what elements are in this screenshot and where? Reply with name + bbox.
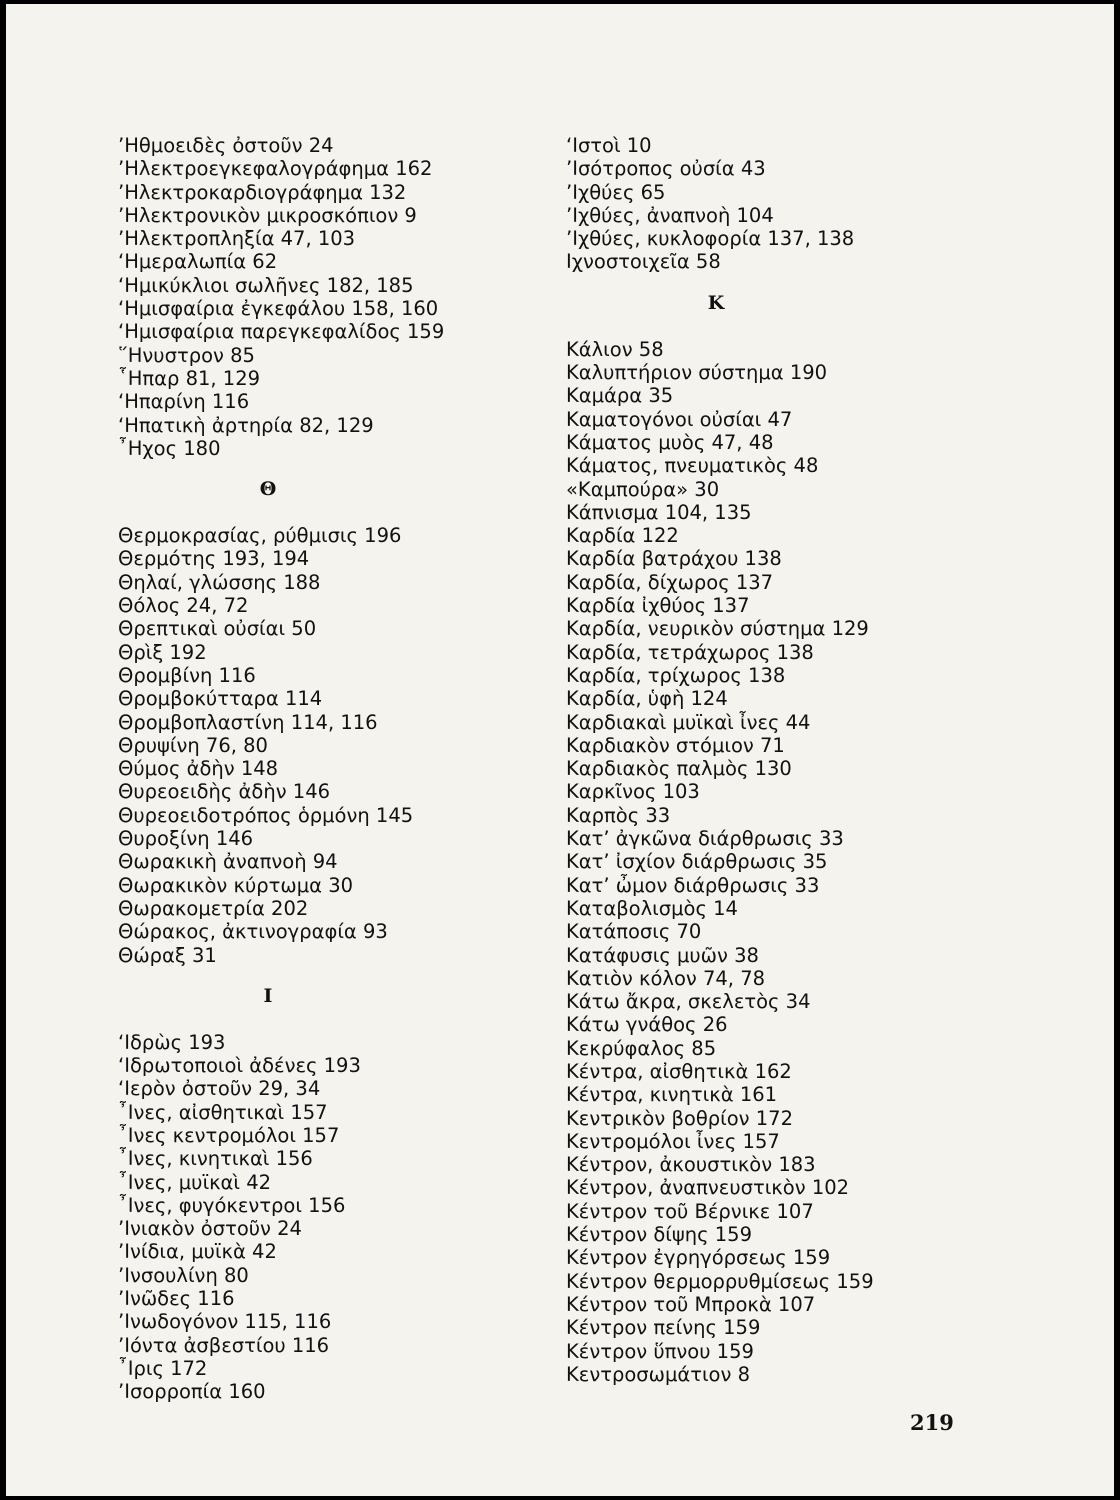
index-entry: Κέντρον δίψης 159: [566, 1223, 752, 1247]
index-entry: Θόλος 24, 72: [118, 594, 249, 618]
index-entry: Καματογόνοι οὐσίαι 47: [566, 407, 793, 431]
index-entry: Καρδία βατράχου 138: [566, 547, 782, 571]
index-entry: Κέντρον ἐγρηγόρσεως 159: [566, 1246, 831, 1270]
index-entry: Κέντρον ὕπνου 159: [566, 1339, 754, 1363]
index-entry: Κάπνισμα 104, 135: [566, 500, 752, 524]
index-entry: Καλυπτήριον σύστημα 190: [566, 361, 828, 385]
index-entry: Θωρακομετρία 202: [118, 896, 309, 920]
page-number: 219: [910, 1410, 954, 1435]
index-entry: Καρδία, νευρικὸν σύστημα 129: [566, 617, 869, 641]
index-entry: Καρδία ἰχθύος 137: [566, 594, 750, 618]
section-letter-iota: Ι: [263, 984, 273, 1007]
index-entry: Θωρακικὸν κύρτωμα 30: [118, 873, 354, 897]
index-entry: Θρεπτικαὶ οὐσίαι 50: [118, 617, 317, 641]
index-entry: Κέντρα, αἰσθητικὰ 162: [566, 1059, 792, 1083]
index-entry: ‘Ημεραλωπία 62: [118, 250, 278, 274]
index-entry: Καρδία, τετράχωρος 138: [566, 640, 814, 664]
index-entry: Καρπὸς 33: [566, 803, 671, 827]
index-entry: ῏Ινες, αἰσθητικαὶ 157: [118, 1100, 328, 1124]
index-entry: Θώρακος, ἀκτινογραφία 93: [118, 920, 388, 944]
index-group-eta: [118, 134, 444, 460]
section-letter-theta: Θ: [259, 478, 277, 501]
index-entry: ’Ιχθύες, ἀναπνοὴ 104: [566, 203, 774, 227]
index-column-right: [566, 134, 874, 1386]
index-entry: Θώραξ 31: [118, 943, 217, 967]
index-entry: Θρομβίνη 116: [118, 663, 256, 687]
index-entry: ’Ινιακὸν ὀστοῦν 24: [118, 1217, 302, 1241]
index-entry: ’Ινίδια, μυϊκὰ 42: [118, 1240, 277, 1264]
index-entry: Κεντροσωμάτιον 8: [566, 1362, 750, 1386]
index-entry: ’Ηλεκτρονικὸν μικροσκόπιον 9: [118, 203, 417, 227]
index-entry: ’Ινωδογόνον 115, 116: [118, 1310, 332, 1334]
index-entry: Κεντρομόλοι ἶνες 157: [566, 1129, 780, 1153]
index-entry: Κατ’ ὦμον διάρθρωσις 33: [566, 873, 820, 897]
index-entry: Θηλαί, γλώσσης 188: [118, 570, 321, 594]
index-entry: ῏Ινες κεντρομόλοι 157: [118, 1123, 340, 1147]
index-entry: ’Ισότροπος οὐσία 43: [566, 157, 766, 181]
index-entry: ’Ηλεκτροπληξία 47, 103: [118, 227, 356, 251]
index-entry: ῏Ιρις 172: [118, 1356, 208, 1380]
index-entry: ‘Ιδρὼς 193: [118, 1030, 226, 1054]
index-entry: Κάλιον 58: [566, 337, 664, 361]
index-entry: ’Ιχθύες 65: [566, 180, 666, 204]
index-entry: ‘Ηπατικὴ ἀρτηρία 82, 129: [118, 413, 374, 437]
index-entry: Κατιὸν κόλον 74, 78: [566, 966, 766, 990]
index-entry: ‘Ιδρωτοποιοὶ ἀδένες 193: [118, 1054, 361, 1078]
index-entry: ’Ισορροπία 160: [118, 1380, 266, 1404]
index-entry: Θυροξίνη 146: [118, 827, 254, 851]
index-entry: ’Ηθμοειδὲς ὀστοῦν 24: [118, 134, 334, 157]
index-entry: ῞Ηνυστρον 85: [118, 343, 255, 367]
index-entry: Κέντρον, ἀκουστικὸν 183: [566, 1153, 816, 1177]
index-entry: Κέντρον τοῦ Βέρνικε 107: [566, 1199, 814, 1223]
index-group-iota: [118, 1031, 444, 1404]
index-entry: Κεντρικὸν βοθρίον 172: [566, 1106, 793, 1130]
index-entry: Καρδία 122: [566, 524, 679, 548]
index-entry: Καρδία, δίχωρος 137: [566, 570, 774, 594]
index-entry: ‘Ηπαρίνη 116: [118, 390, 250, 414]
index-entry: Καταβολισμὸς 14: [566, 896, 738, 920]
index-entry: Θωρακικὴ ἀναπνοὴ 94: [118, 850, 338, 874]
index-entry: Κέντρα, κινητικὰ 161: [566, 1083, 778, 1107]
index-entry: Κάματος, πνευματικὸς 48: [566, 454, 819, 478]
index-entry: Θερμότης 193, 194: [118, 547, 310, 571]
index-entry: Καρκῖνος 103: [566, 780, 700, 804]
index-column-left: [118, 134, 444, 1404]
index-entry: Θυρεοειδοτρόπος ὁρμόνη 145: [118, 803, 414, 827]
index-entry: ‘Ημικύκλιοι σωλῆνες 182, 185: [118, 273, 414, 297]
index-entry: ’Ινῶδες 116: [118, 1287, 235, 1311]
index-entry: Κάτω ἄκρα, σκελετὸς 34: [566, 990, 811, 1014]
index-entry: Καρδιακὸς παλμὸς 130: [566, 757, 792, 781]
index-entry: ‘Ημισφαίρια ἐγκεφάλου 158, 160: [118, 297, 439, 321]
index-entry: Κάματος μυὸς 47, 48: [566, 430, 774, 454]
index-entry: ‘Ημισφαίρια παρεγκεφαλίδος 159: [118, 320, 445, 344]
index-entry: Κατάφυσις μυῶν 38: [566, 943, 759, 967]
index-entry: ’Ιόντα ἀσβεστίου 116: [118, 1333, 330, 1357]
index-entry: Κάτω γνάθος 26: [566, 1013, 728, 1037]
index-entry: Θρὶξ 192: [118, 640, 207, 664]
index-group-kappa: [566, 338, 874, 1386]
index-entry: ῏Ηχος 180: [118, 436, 221, 460]
index-entry: Κέντρον, ἀναπνευστικὸν 102: [566, 1176, 850, 1200]
index-entry: Κέντρον θερμορρυθμίσεως 159: [566, 1269, 874, 1293]
index-group-theta: [118, 524, 444, 967]
index-entry: ῏Ινες, μυϊκαὶ 42: [118, 1170, 272, 1194]
index-entry: Θύμος ἀδὴν 148: [118, 757, 279, 781]
index-entry: Κατ’ ἰσχίον διάρθρωσις 35: [566, 850, 828, 874]
index-entry: Θρομβοκύτταρα 114: [118, 687, 323, 711]
index-entry: ’Ιχθύες, κυκλοφορία 137, 138: [566, 227, 855, 251]
index-entry: Καρδία, τρίχωρος 138: [566, 663, 786, 687]
index-entry: ῟Ηπαρ 81, 129: [118, 366, 261, 390]
index-group-iota-continued: [566, 134, 874, 274]
index-entry: Θυρεοειδὴς ἀδὴν 146: [118, 780, 331, 804]
book-page: [6, 4, 1114, 1496]
index-entry: ’Ινσουλίνη 80: [118, 1263, 249, 1287]
index-entry: ῏Ινες, φυγόκεντροι 156: [118, 1193, 346, 1217]
index-entry: Καρδία, ὑφὴ 124: [566, 687, 728, 711]
index-entry: Κέντρον πείνης 159: [566, 1316, 761, 1340]
index-entry: ‘Ιστοὶ 10: [566, 134, 652, 157]
index-entry: Κατάποσις 70: [566, 920, 702, 944]
index-entry: ’Ηλεκτροκαρδιογράφημα 132: [118, 180, 407, 204]
index-entry: «Καμπούρα» 30: [566, 477, 720, 501]
index-entry: ‘Ιερὸν ὀστοῦν 29, 34: [118, 1077, 321, 1101]
index-entry: Καμάρα 35: [566, 384, 674, 408]
section-letter-kappa: Κ: [707, 291, 725, 314]
index-entry: Καρδιακὸν στόμιον 71: [566, 733, 785, 757]
index-entry: ’Ηλεκτροεγκεφαλογράφημα 162: [118, 157, 433, 181]
index-entry: Θρομβοπλαστίνη 114, 116: [118, 710, 378, 734]
index-entry: Ιχνοστοιχεῖα 58: [566, 250, 721, 274]
index-entry: Κεκρύφαλος 85: [566, 1036, 717, 1060]
index-entry: Κέντρον τοῦ Μπροκὰ 107: [566, 1292, 816, 1316]
index-entry: Κατ’ ἀγκῶνα διάρθρωσις 33: [566, 827, 844, 851]
index-entry: Καρδιακαὶ μυϊκαὶ ἶνες 44: [566, 710, 811, 734]
index-entry: Θερμοκρασίας, ρύθμισις 196: [118, 524, 402, 548]
index-entry: Θρυψίνη 76, 80: [118, 733, 268, 757]
index-entry: ῏Ινες, κινητικαὶ 156: [118, 1147, 313, 1171]
